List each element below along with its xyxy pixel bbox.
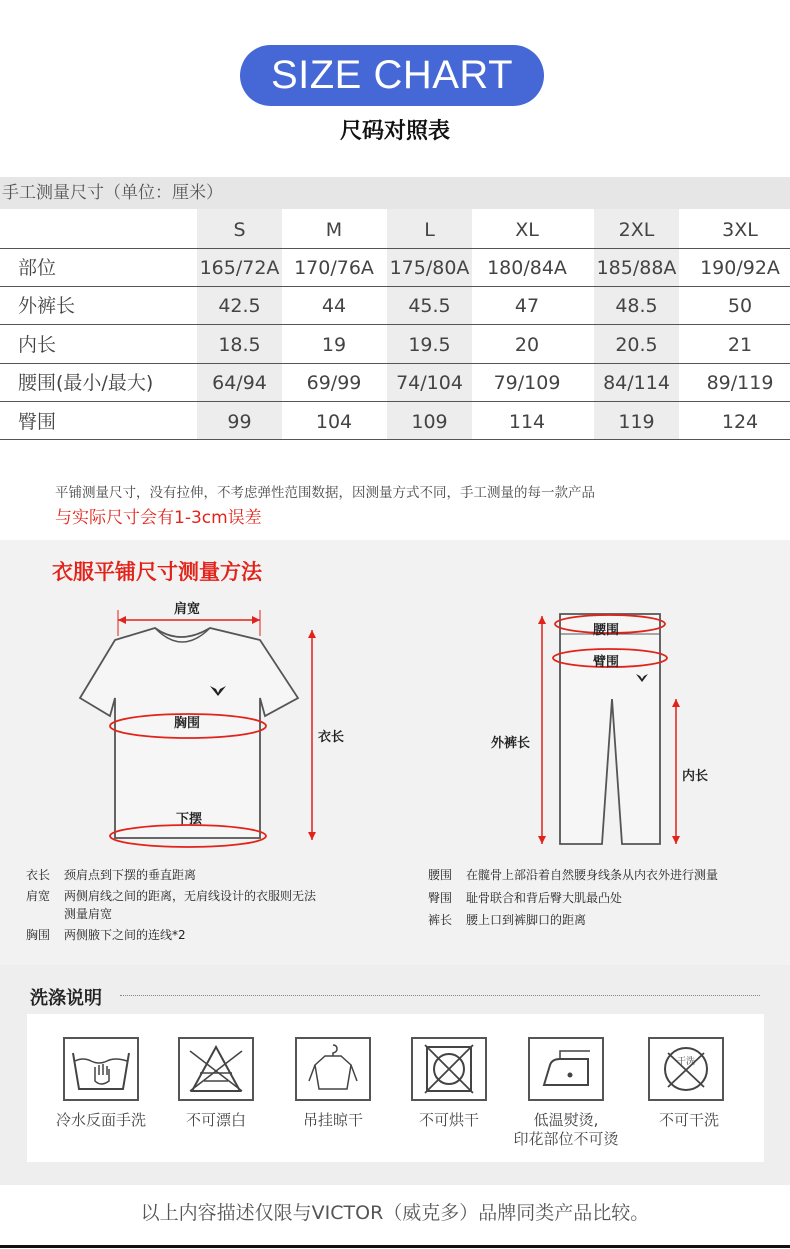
size-header-xl: XL bbox=[515, 219, 539, 241]
size-header-m: M bbox=[325, 219, 343, 241]
wash-label: 吊挂晾干 bbox=[302, 1111, 363, 1129]
chest-label: 胸围 bbox=[174, 716, 201, 731]
wash-label-line2: 印花部位不可烫 bbox=[513, 1130, 619, 1148]
table-cell: 69/99 bbox=[306, 372, 362, 394]
table-cell: 114 bbox=[508, 411, 546, 433]
table-cell: 21 bbox=[727, 334, 753, 356]
table-row bbox=[0, 249, 790, 287]
tolerance-note: 与实际尺寸会有1-3cm误差 bbox=[55, 508, 262, 528]
def-term: 裤长 bbox=[428, 913, 453, 927]
table-cell: 99 bbox=[227, 411, 252, 433]
table-cell: 19.5 bbox=[408, 334, 451, 356]
def-text: 两侧腋下之间的连线*2 bbox=[64, 928, 186, 942]
hang-dry-icon bbox=[295, 1037, 371, 1101]
def-term: 胸围 bbox=[26, 928, 51, 942]
table-cell: 20 bbox=[514, 334, 540, 356]
wash-label: 不可烘干 bbox=[418, 1111, 479, 1129]
table-cell: 48.5 bbox=[615, 295, 658, 317]
measurement-note: 平铺测量尺寸，没有拉伸，不考虑弹性范围数据，因测量方式不同，手工测量的每一款产品 bbox=[55, 485, 595, 501]
table-row bbox=[0, 403, 790, 441]
table-cell: 165/72A bbox=[199, 257, 280, 279]
def-text: 测量肩宽 bbox=[64, 907, 113, 921]
table-cell: 79/109 bbox=[493, 372, 561, 394]
size-header-2xl: 2XL bbox=[618, 219, 655, 241]
table-cell: 190/92A bbox=[700, 257, 780, 279]
dry-clean-text: 干洗 bbox=[676, 1057, 696, 1067]
wash-label: 不可干洗 bbox=[658, 1111, 719, 1129]
size-header-s: S bbox=[233, 219, 246, 241]
table-cell: 18.5 bbox=[218, 334, 261, 356]
size-header-l: L bbox=[424, 219, 435, 241]
table-cell: 42.5 bbox=[218, 295, 261, 317]
size-chart-badge: SIZE CHART bbox=[240, 45, 544, 106]
table-cell: 64/94 bbox=[212, 372, 267, 394]
table-cell: 119 bbox=[618, 411, 655, 433]
table-cell: 124 bbox=[721, 411, 759, 433]
def-term: 肩宽 bbox=[26, 889, 51, 903]
table-row bbox=[0, 326, 790, 364]
table-cell: 170/76A bbox=[294, 257, 374, 279]
table-cell: 45.5 bbox=[408, 295, 451, 317]
inseam-label: 内长 bbox=[682, 769, 709, 784]
title-divider bbox=[120, 995, 760, 996]
waist-label: 腰围 bbox=[593, 623, 620, 638]
hem-label: 下摆 bbox=[176, 812, 203, 827]
measure-title: 衣服平铺尺寸测量方法 bbox=[52, 560, 262, 584]
shirt-diagram bbox=[70, 598, 340, 858]
unit-caption: 手工测量尺寸（单位：厘米） bbox=[0, 177, 790, 209]
def-term: 腰围 bbox=[428, 868, 453, 882]
row-label: 外裤长 bbox=[18, 295, 76, 317]
wash-label: 冷水反面手洗 bbox=[55, 1111, 146, 1129]
no-tumble-dry-icon bbox=[411, 1037, 487, 1101]
outseam-label: 外裤长 bbox=[491, 736, 531, 751]
def-term: 臀围 bbox=[428, 891, 453, 905]
table-row bbox=[0, 364, 790, 402]
wash-title: 洗涤说明 bbox=[30, 988, 102, 1009]
bottom-rule bbox=[0, 1245, 790, 1248]
table-cell: 185/88A bbox=[596, 257, 677, 279]
def-text: 颈肩点到下摆的垂直距离 bbox=[64, 868, 197, 882]
table-cell: 50 bbox=[727, 295, 753, 317]
table-cell: 180/84A bbox=[487, 257, 567, 279]
no-bleach-icon bbox=[178, 1037, 254, 1101]
table-cell: 47 bbox=[514, 295, 540, 317]
def-text: 腰上口到裤脚口的距离 bbox=[466, 913, 587, 927]
shoulder-label: 肩宽 bbox=[174, 602, 201, 617]
table-cell: 175/80A bbox=[389, 257, 470, 279]
pants-diagram bbox=[520, 604, 700, 854]
table-cell: 104 bbox=[315, 411, 353, 433]
table-cell: 84/114 bbox=[603, 372, 670, 394]
page-subtitle: 尺码对照表 bbox=[339, 119, 450, 144]
footer-disclaimer: 以上内容描述仅限与VICTOR（威克多）品牌同类产品比较。 bbox=[140, 1202, 650, 1224]
table-cell: 74/104 bbox=[396, 372, 463, 394]
row-label: 臀围 bbox=[18, 411, 57, 433]
low-iron-icon bbox=[528, 1037, 604, 1101]
size-header-3xl: 3XL bbox=[722, 219, 758, 241]
table-cell: 89/119 bbox=[706, 372, 774, 394]
hand-wash-icon bbox=[63, 1037, 139, 1101]
length-label: 衣长 bbox=[318, 730, 345, 745]
no-dry-clean-icon bbox=[648, 1037, 724, 1101]
row-label: 腰围(最小/最大) bbox=[18, 372, 154, 394]
def-text: 两侧肩线之间的距离，无肩线设计的衣服则无法 bbox=[64, 889, 317, 903]
def-text: 耻骨联合和背后臀大肌最凸处 bbox=[466, 891, 623, 905]
size-header-row bbox=[0, 211, 790, 249]
wash-label: 低温熨烫, bbox=[533, 1111, 599, 1129]
table-cell: 20.5 bbox=[615, 334, 658, 356]
row-label: 部位 bbox=[18, 257, 57, 279]
table-cell: 109 bbox=[411, 411, 448, 433]
def-text: 在髋骨上部沿着自然腰身线条从内衣外进行测量 bbox=[466, 868, 719, 882]
wash-label: 不可漂白 bbox=[185, 1111, 246, 1129]
table-row bbox=[0, 287, 790, 325]
table-cell: 44 bbox=[321, 295, 347, 317]
table-cell: 19 bbox=[321, 334, 347, 356]
def-term: 衣长 bbox=[26, 868, 51, 882]
row-label: 内长 bbox=[18, 334, 57, 356]
hip-label: 臂围 bbox=[593, 655, 620, 670]
